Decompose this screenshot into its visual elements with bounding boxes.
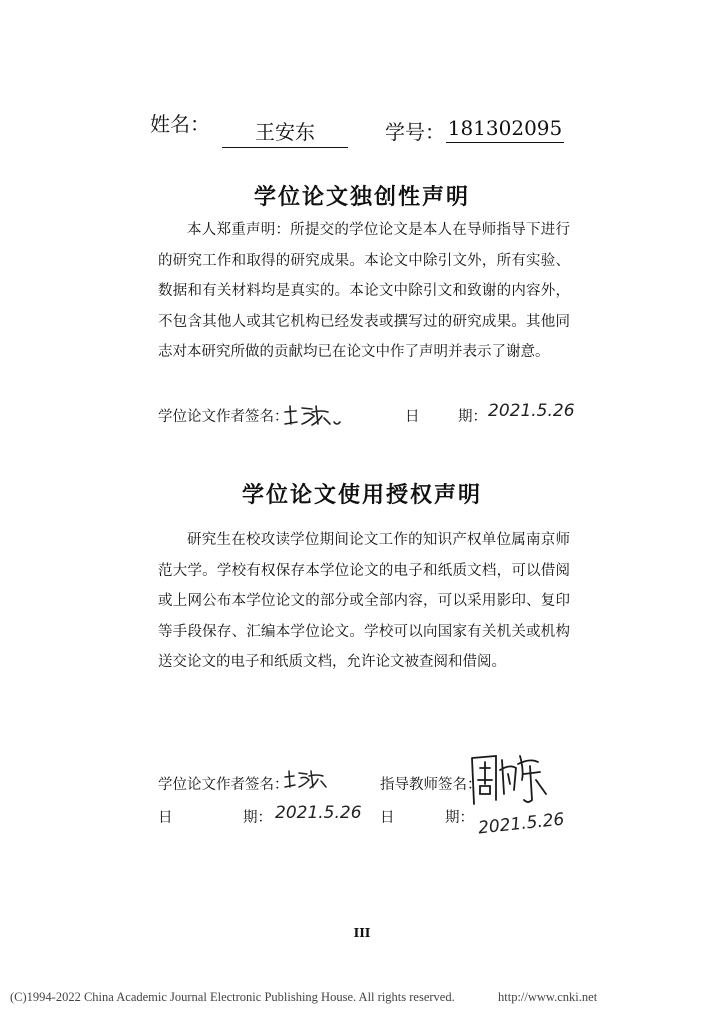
advisor-signature-icon bbox=[466, 750, 556, 810]
copyright-notice: (C)1994-2022 China Academic Journal Electronic Publishing House. All rights reserved. bbox=[10, 990, 455, 1004]
advisor-date-label-period: 期： bbox=[445, 810, 474, 826]
originality-date-label-day: 日 bbox=[405, 409, 420, 425]
footer-url[interactable]: http://www.cnki.net bbox=[498, 990, 598, 1004]
author-signature-icon bbox=[282, 400, 352, 430]
name-label: 姓名： bbox=[150, 112, 210, 136]
originality-author-signature-label: 学位论文作者签名： bbox=[158, 409, 289, 425]
author-signature-small-icon bbox=[283, 765, 343, 793]
authorization-author-date-label-period: 期： bbox=[243, 810, 272, 826]
originality-date-label-period: 期： bbox=[458, 409, 487, 425]
authorization-author-date-label-day: 日 bbox=[158, 810, 173, 826]
originality-body: 本人郑重声明：所提交的学位论文是本人在导师指导下进行的研究工作和取得的研究成果。本论文中除引文外，所有实验、数据和有关材料均是真实的。本论文中除引文和致谢的内容外，不包含其他人或其它机构已经发表或撰写过的研究成果。其他同志对本研究所做的贡献均已在论文中作了声明并表示了谢意。 bbox=[158, 222, 570, 360]
page-number: III bbox=[353, 926, 371, 940]
student-id-label: 学号： bbox=[385, 120, 445, 144]
student-id-value: 181302095 bbox=[446, 116, 564, 143]
originality-date-value: 2021.5.26 bbox=[488, 401, 575, 421]
authorization-author-signature-label: 学位论文作者签名： bbox=[158, 777, 289, 793]
advisor-signature-label: 指导教师签名： bbox=[380, 777, 482, 793]
name-value: 王安东 bbox=[222, 116, 348, 148]
authorization-author-date-value: 2021.5.26 bbox=[275, 803, 362, 823]
authorization-body: 研究生在校攻读学位期间论文工作的知识产权单位属南京师范大学。学校有权保存本学位论文的电子和纸质文档，可以借阅或上网公布本学位论文的部分或全部内容，可以采用影印、复印等手段保存、汇编本学位论文。学校可以向国家有关机关或机构送交论文的电子和纸质文档，允许论文被查阅和借阅。 bbox=[158, 532, 570, 670]
authorization-title: 学位论文使用授权声明 bbox=[241, 482, 482, 508]
originality-title: 学位论文独创性声明 bbox=[253, 184, 470, 210]
advisor-date-value: 2021.5.26 bbox=[477, 809, 566, 839]
advisor-date-label-day: 日 bbox=[380, 810, 395, 826]
